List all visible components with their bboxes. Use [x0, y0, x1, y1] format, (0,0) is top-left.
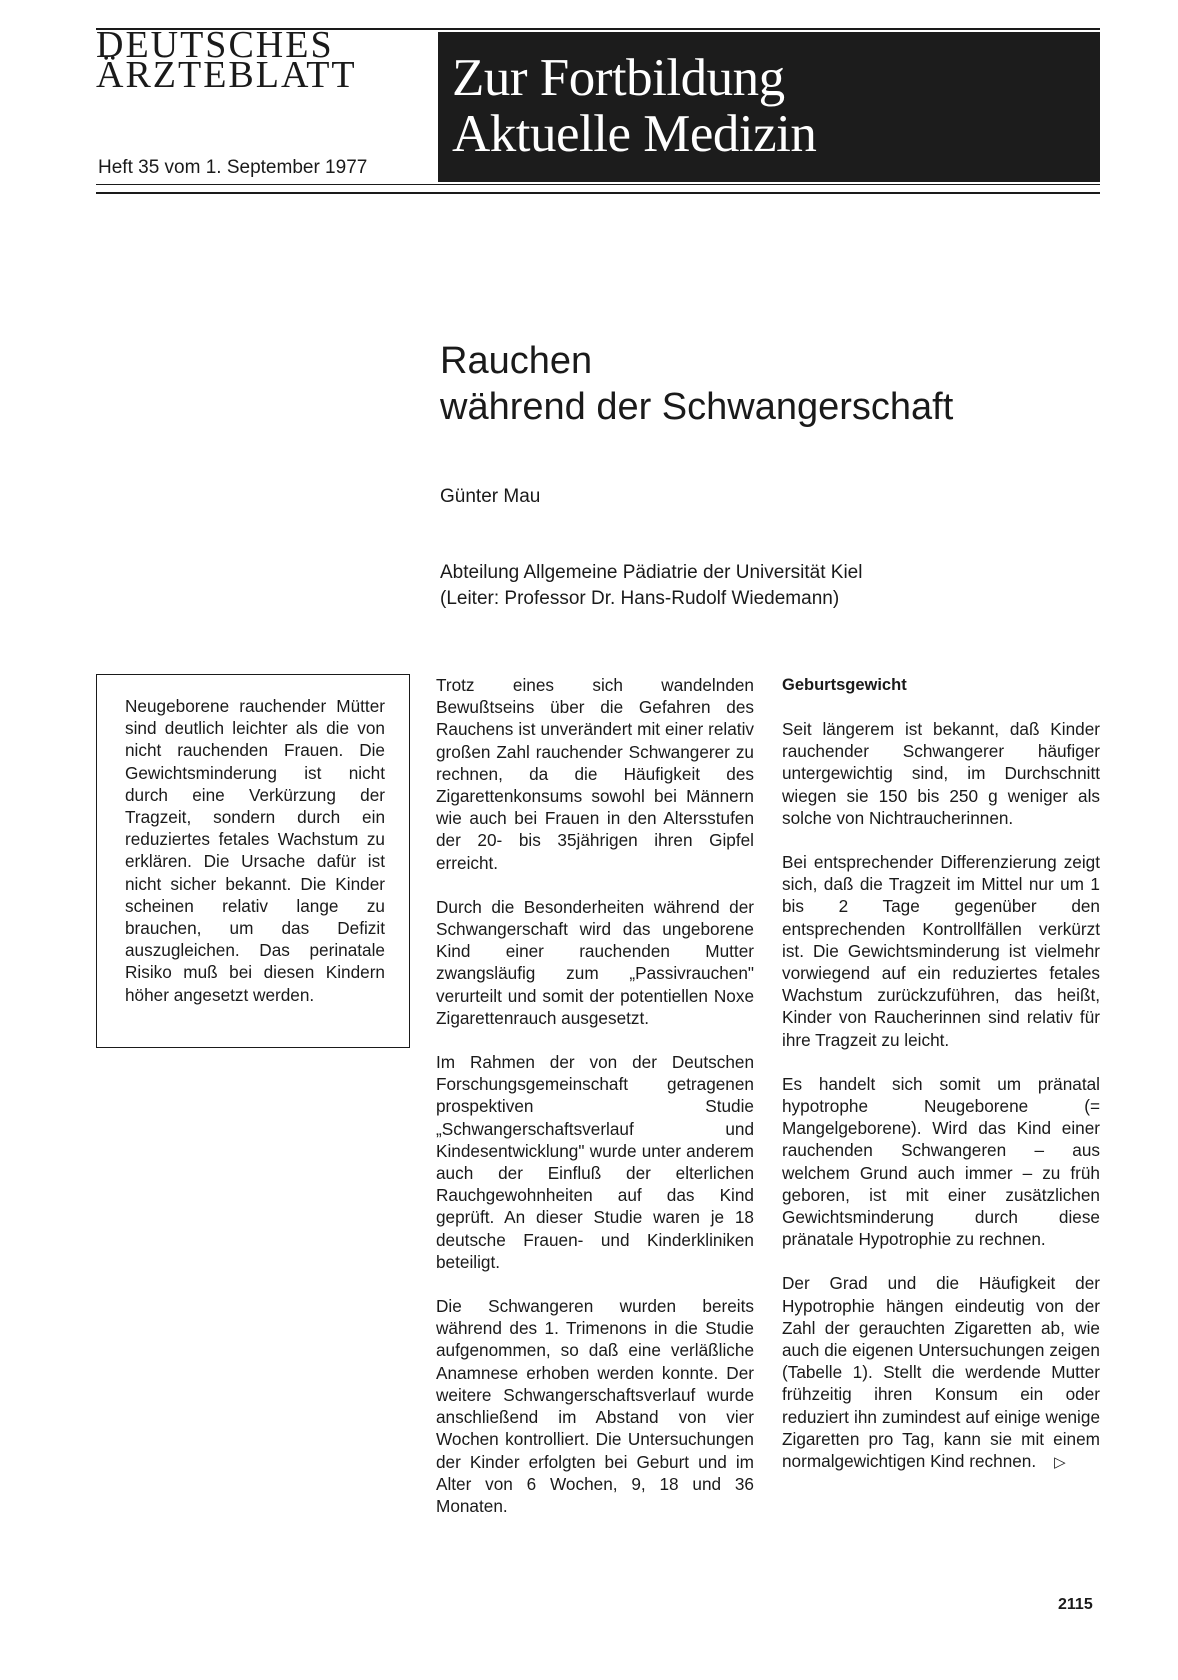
page-number: 2115: [1058, 1596, 1093, 1613]
continue-arrow-icon: ▷: [1054, 1454, 1066, 1472]
masthead-line-2: ÄRZTEBLATT: [96, 54, 357, 96]
paragraph-text: Der Grad und die Häufigkeit der Hypotrophie hängen eindeutig von der Zahl der gerauchten Zigaretten ab, wie auch die eigenen Untersuchungen zeigen (Tabelle 1). Stellt die werdende Mutter frühzeitig ihren Konsum ein oder reduziert ihn zumindest auf einige wenige Zigaretten pro Tag, kann sie mit einem normalgewichtigen Kind rechnen.: [782, 1273, 1100, 1472]
paragraph: Bei entsprechender Differenzierung zeigt sich, daß die Tragzeit im Mittel nur um 1 bis 2 Tage gegenüber den entsprechenden Kontrollfällen verkürzt ist. Die Gewichtsminderung ist vielmehr vorwiegend auf ein reduziertes fetales Wachstum zurückzuführen, das heißt, Kinder von Raucherinnen sind relativ für ihre Tragzeit zu leicht.: [782, 852, 1100, 1050]
article-title: [440, 338, 953, 430]
section-heading: Geburtsgewicht: [782, 676, 907, 694]
abstract-box: [96, 674, 410, 1048]
issue-info: Heft 35 vom 1. September 1977: [98, 157, 368, 178]
title-line-1: Rauchen: [440, 340, 593, 382]
journal-masthead: [96, 24, 416, 96]
author-affiliation: [440, 560, 862, 612]
affiliation-line-2: (Leiter: Professor Dr. Hans-Rudolf Wiedemann): [440, 588, 840, 609]
banner-line-1: Zur Fortbildung: [452, 49, 785, 107]
text-column-2: [436, 674, 754, 1539]
article-author: Günter Mau: [440, 486, 541, 507]
banner-line-2: Aktuelle Medizin: [452, 105, 817, 163]
section-banner: [438, 32, 1100, 182]
header-rule: [96, 192, 1100, 194]
header-rule-thin: [96, 184, 1100, 185]
paragraph: Durch die Besonderheiten während der Schwangerschaft wird das ungeborene Kind einer rauchenden Mutter zwangsläufig zum „Passivrauchen" verurteilt und somit der potentiellen Noxe Zigarettenrauch ausgesetzt.: [436, 896, 754, 1028]
paragraph: Die Schwangeren wurden bereits während des 1. Trimenons in die Studie aufgenommen, so daß eine verläßliche Anamnese erhoben werden konnte. Der weitere Schwangerschaftsverlauf wurde anschließend im Abstand von vier Wochen kontrolliert. Die Untersuchungen der Kinder erfolgten bei Geburt und im Alter von 6 Wochen, 9, 18 und 36 Monaten.: [436, 1296, 754, 1516]
paragraph: Trotz eines sich wandelnden Bewußtseins über die Gefahren des Rauchens ist unverändert mit einer relativ großen Zahl rauchender Schwangerer zu rechnen, da die Häufigkeit des Zigarettenkonsums sowohl bei Männern wie auch bei Frauen in den Altersstufen der 20- bis 35jährigen ihren Gipfel erreicht.: [436, 675, 754, 873]
paragraph-last: [782, 1272, 1100, 1474]
affiliation-line-1: Abteilung Allgemeine Pädiatrie der Universität Kiel: [440, 562, 863, 583]
masthead-line-1: DEUTSCHES: [96, 24, 334, 66]
paragraph: Seit längerem ist bekannt, daß Kinder rauchender Schwangerer häufiger untergewichtig sind, im Durchschnitt wiegen sie 150 bis 250 g weniger als solche von Nichtraucherinnen.: [782, 719, 1100, 828]
paragraph: Es handelt sich somit um pränatal hypotrophe Neugeborene (= Mangelgeborene). Wird das Kind einer rauchenden Schwangeren – aus welchem Grund auch immer – zu früh geboren, ist mit einer zusätzlichen Gewichtsminderung durch diese pränatale Hypotrophie zu rechnen.: [782, 1073, 1100, 1250]
abstract-text: Neugeborene rauchender Mütter sind deutlich leichter als die von nicht rauchenden Frauen. Die Gewichtsminderung ist nicht durch eine Verkürzung der Tragzeit, sondern durch ein reduziertes fetales Wachstum zu erklären. Die Ursache dafür ist nicht sicher bekannt. Die Kinder scheinen relativ lange zu brauchen, um das Defizit auszugleichen. Das perinatale Risiko muß bei diesen Kindern höher angesetzt werden.: [125, 696, 385, 1005]
text-column-3: [782, 674, 1100, 1496]
paragraph: Im Rahmen der von der Deutschen Forschungsgemeinschaft getragenen prospektiven Studie „Schwangerschaftsverlauf und Kindesentwicklung" wurde unter anderem auch der Einfluß der elterlichen Rauchgewohnheiten auf das Kind geprüft. An dieser Studie waren je 18 deutsche Frauen- und Kinderkliniken beteiligt.: [436, 1052, 754, 1272]
title-line-2: während der Schwangerschaft: [440, 386, 954, 428]
